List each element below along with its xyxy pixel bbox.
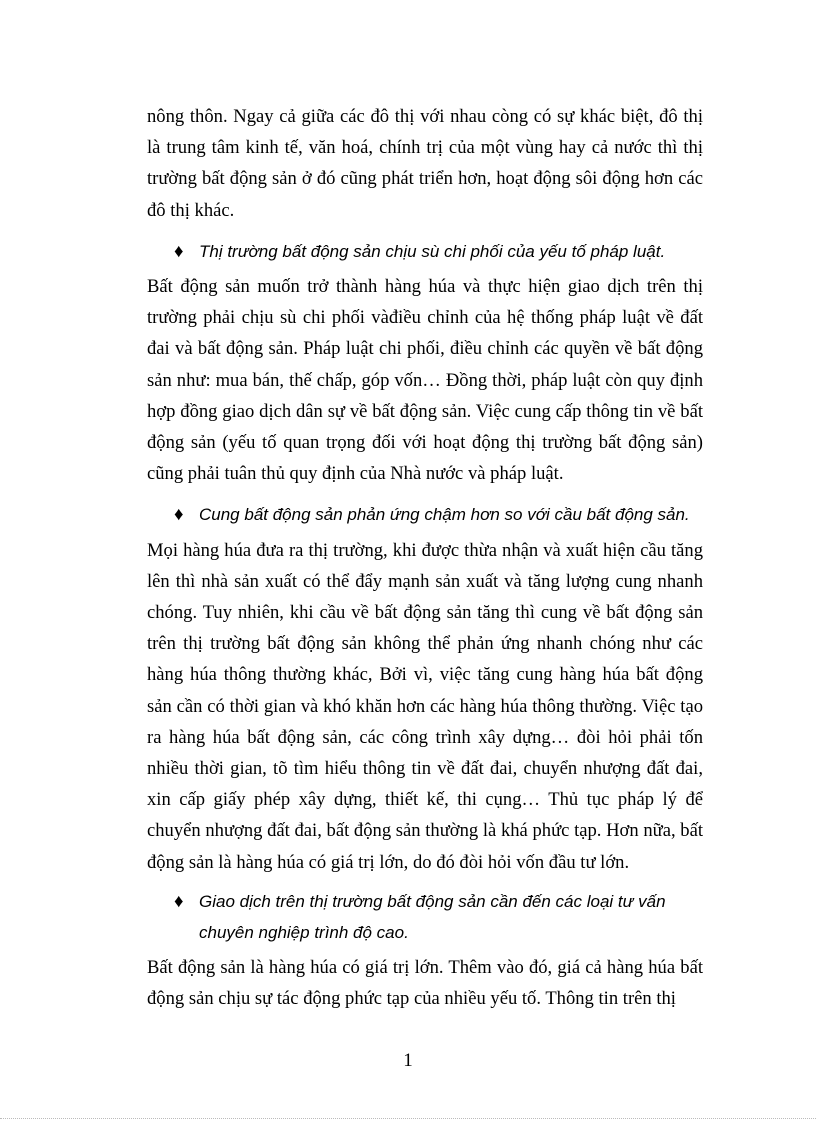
page-number: 1 bbox=[403, 1050, 413, 1071]
diamond-bullet-icon: ♦ bbox=[174, 890, 184, 912]
paragraph-intro: nông thôn. Ngay cả giữa các đô thị với nhau còng có sự khác biệt, đô thị là trung tâm kinh tế, văn hoá, chính trị của một vùng hay cả nước thì thị trường bất động sản ở đó cũng phát triển hơn, hoạt động sôi động hơn các đô thị khác. bbox=[147, 106, 703, 221]
section-heading-supply bbox=[147, 499, 703, 530]
section-heading-legal bbox=[147, 236, 703, 267]
paragraph-legal: Bất động sản muốn trở thành hàng húa và thực hiện giao dịch trên thị trường phải chịu sù chi phối vàđiều chỉnh của hệ thống pháp luật về đất đai và bất động sản. Pháp luật chi phối, điều chỉnh các quyền về bất động sản như: mua bán, thế chấp, góp vốn… Đồng thời, pháp luật còn quy định hợp đồng giao dịch dân sự về bất động sản. Việc cung cấp thông tin về bất động sản (yếu tố quan trọng đối với hoạt động thị trường bất động sản) cũng phải tuân thủ quy định của Nhà nước và pháp luật. bbox=[147, 276, 703, 485]
section-heading-text: Thị trường bất động sản chịu sù chi phối của yếu tố pháp luật. bbox=[199, 241, 666, 261]
paragraph-supply: Mọi hàng húa đưa ra thị trường, khi được thừa nhận và xuất hiện cầu tăng lên thì nhà sản xuất có thể đẩy mạnh sản xuất và tăng lượng cung nhanh chóng. Tuy nhiên, khi cầu về bất động sản tăng thì cung về bất động sản trên thị trường bất động sản không thể phản ứng nhanh chóng như các hàng húa thông thường khác, Bởi vì, việc tăng cung hàng húa bất động sản cần có thời gian và khó khăn hơn các hàng húa thông thường. Việc tạo ra hàng húa bất động sản, các công trình xây dựng… đòi hỏi phải tốn nhiều thời gian, tõ tìm hiểu thông tin về đất đai, chuyển nhượng đất đai, xin cấp giấy phép xây dựng, thiết kế, thi cụng… Thủ tục pháp lý để chuyển nhượng đất đai, bất động sản thường là khá phức tạp. Hơn nữa, bất động sản là hàng húa có giá trị lớn, do đó đòi hỏi vốn đầu tư lớn. bbox=[147, 539, 703, 873]
document-body bbox=[147, 101, 703, 1015]
section-heading-text: Cung bất động sản phản ứng chậm hơn so với cầu bất động sản. bbox=[199, 505, 690, 525]
section-heading-consulting bbox=[147, 886, 703, 948]
section-heading-text: Giao dịch trên thị trường bất động sản cần đến các loại tư vấn chuyên nghiệp trình độ cao. bbox=[199, 891, 666, 943]
page-divider bbox=[0, 1118, 816, 1119]
paragraph-consulting: Bất động sản là hàng húa có giá trị lớn. Thêm vào đó, giá cả hàng húa bất động sản chịu sự tác động phức tạp của nhiều yếu tố. Thông tin trên thị bbox=[147, 957, 703, 1010]
diamond-bullet-icon: ♦ bbox=[174, 504, 184, 526]
diamond-bullet-icon: ♦ bbox=[174, 240, 184, 262]
